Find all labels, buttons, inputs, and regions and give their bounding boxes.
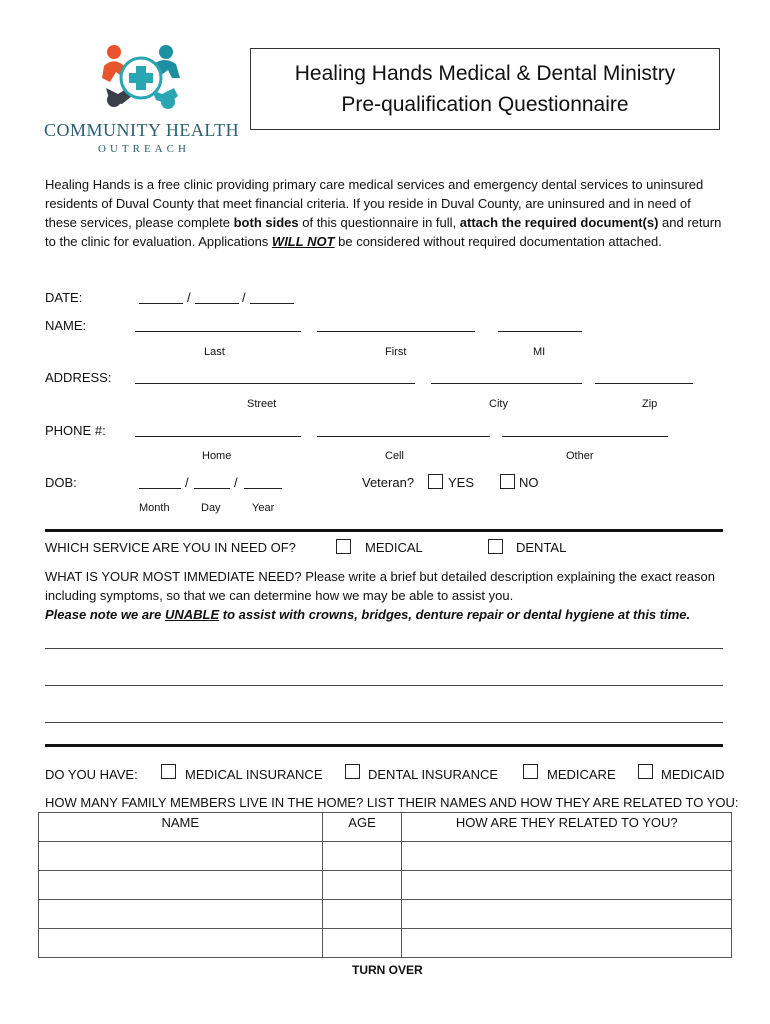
month-caption: Month <box>139 502 170 514</box>
turn-over-note: TURN OVER <box>352 963 423 977</box>
home-phone-field[interactable] <box>135 436 301 437</box>
name-column-header: NAME <box>39 813 323 842</box>
medical-service-checkbox[interactable] <box>336 539 351 554</box>
dental-service-label: DENTAL <box>516 540 567 555</box>
date-month-field[interactable] <box>139 303 183 304</box>
date-day-field[interactable] <box>195 303 239 304</box>
table-row <box>39 900 732 929</box>
need-answer-line[interactable] <box>45 685 723 686</box>
dob-label: DOB: <box>45 475 77 490</box>
insurance-label: DO YOU HAVE: <box>45 767 138 782</box>
veteran-yes-checkbox[interactable] <box>428 474 443 489</box>
date-slash: / <box>242 290 246 305</box>
age-cell[interactable] <box>322 929 402 958</box>
need-answer-line[interactable] <box>45 648 723 649</box>
mi-caption: MI <box>533 346 546 358</box>
form-title: Healing Hands Medical & Dental Ministry <box>294 62 676 85</box>
section-divider <box>45 529 723 532</box>
street-caption: Street <box>247 398 277 410</box>
home-caption: Home <box>202 450 232 462</box>
medical-insurance-label: MEDICAL INSURANCE <box>185 767 323 782</box>
zip-field[interactable] <box>595 383 693 384</box>
medical-service-label: MEDICAL <box>365 540 423 555</box>
dental-insurance-checkbox[interactable] <box>345 764 360 779</box>
zip-caption: Zip <box>642 398 658 410</box>
dob-slash: / <box>185 475 189 490</box>
need-note-unable: UNABLE <box>164 607 220 622</box>
medicaid-checkbox[interactable] <box>638 764 653 779</box>
day-caption: Day <box>201 502 221 514</box>
service-question: WHICH SERVICE ARE YOU IN NEED OF? <box>45 540 296 555</box>
section-divider <box>45 744 723 747</box>
veteran-yes-label: YES <box>448 475 475 490</box>
logo-title: COMMUNITY HEALTH <box>44 120 240 140</box>
intro-bold-3: WILL NOT <box>271 234 335 249</box>
relation-cell[interactable] <box>402 842 732 871</box>
logo-subtitle: OUTREACH <box>98 143 190 155</box>
first-caption: First <box>385 346 407 358</box>
logo-people-cross-icon <box>42 42 242 122</box>
need-answer-line[interactable] <box>45 722 723 723</box>
relation-cell[interactable] <box>402 900 732 929</box>
form-subtitle: Pre-qualification Questionnaire <box>341 93 629 116</box>
relation-column-header: HOW ARE THEY RELATED TO YOU? <box>402 813 732 842</box>
age-cell[interactable] <box>322 900 402 929</box>
date-year-field[interactable] <box>250 303 294 304</box>
other-caption: Other <box>566 450 594 462</box>
year-caption: Year <box>252 502 275 514</box>
cell-caption: Cell <box>385 450 404 462</box>
name-label: NAME: <box>45 318 87 333</box>
last-name-field[interactable] <box>135 331 301 332</box>
dental-service-checkbox[interactable] <box>488 539 503 554</box>
dob-year-field[interactable] <box>244 488 282 489</box>
date-slash: / <box>187 290 191 305</box>
intro-text-1: Healing Hands is a free clinic providing primary care medical services and emergency dental services to uninsured residents of Duval County that meet financial criteria. If you reside in Duval County, are uninsured and in need of these services, please complete <box>45 177 704 230</box>
age-cell[interactable] <box>322 842 402 871</box>
veteran-label: Veteran? <box>362 475 415 490</box>
medical-insurance-checkbox[interactable] <box>161 764 176 779</box>
medicaid-label: MEDICAID <box>661 767 725 782</box>
intro-bold-2: attach the required document(s) <box>459 215 659 230</box>
family-members-table <box>38 812 732 958</box>
phone-label: PHONE #: <box>45 423 106 438</box>
street-field[interactable] <box>135 383 415 384</box>
city-caption: City <box>489 398 508 410</box>
name-cell[interactable] <box>39 871 323 900</box>
dob-month-field[interactable] <box>139 488 181 489</box>
date-label: DATE: <box>45 290 83 305</box>
veteran-no-checkbox[interactable] <box>500 474 515 489</box>
relation-cell[interactable] <box>402 929 732 958</box>
need-note-c: to assist with crowns, bridges, denture repair or dental hygiene at this time. <box>219 607 691 622</box>
last-caption: Last <box>204 346 225 358</box>
name-cell[interactable] <box>39 929 323 958</box>
first-name-field[interactable] <box>317 331 475 332</box>
intro-text-3: and return to the clinic for evaluation. Applications <box>45 215 722 249</box>
address-label: ADDRESS: <box>45 370 112 385</box>
cell-phone-field[interactable] <box>317 436 490 437</box>
veteran-no-label: NO <box>519 475 539 490</box>
dental-insurance-label: DENTAL INSURANCE <box>368 767 499 782</box>
relation-cell[interactable] <box>402 871 732 900</box>
table-row <box>39 871 732 900</box>
need-question-text: WHAT IS YOUR MOST IMMEDIATE NEED? Please write a brief but detailed description explaining the exact reason including symptoms, so that we can determine how we may be able to assist you. <box>45 569 716 603</box>
intro-text-4: be considered without required documentation attached. <box>334 234 662 249</box>
community-health-logo <box>42 42 242 160</box>
name-cell[interactable] <box>39 842 323 871</box>
dob-slash: / <box>234 475 238 490</box>
age-column-header: AGE <box>322 813 402 842</box>
dob-day-field[interactable] <box>194 488 230 489</box>
age-cell[interactable] <box>322 871 402 900</box>
table-row <box>39 842 732 871</box>
table-row <box>39 929 732 958</box>
intro-text-2: of this questionnaire in full, <box>298 215 460 230</box>
need-note-a: Please note we are <box>45 607 165 622</box>
family-question: HOW MANY FAMILY MEMBERS LIVE IN THE HOME? LIST THEIR NAMES AND HOW THEY ARE RELATED TO YOU: <box>45 795 739 810</box>
need-question <box>45 567 725 624</box>
other-phone-field[interactable] <box>502 436 668 437</box>
mi-field[interactable] <box>498 331 582 332</box>
medicare-checkbox[interactable] <box>523 764 538 779</box>
form-title-box <box>250 48 720 130</box>
intro-paragraph <box>45 175 725 251</box>
city-field[interactable] <box>431 383 582 384</box>
intro-bold-1: both sides <box>233 215 299 230</box>
medicare-label: MEDICARE <box>547 767 616 782</box>
name-cell[interactable] <box>39 900 323 929</box>
